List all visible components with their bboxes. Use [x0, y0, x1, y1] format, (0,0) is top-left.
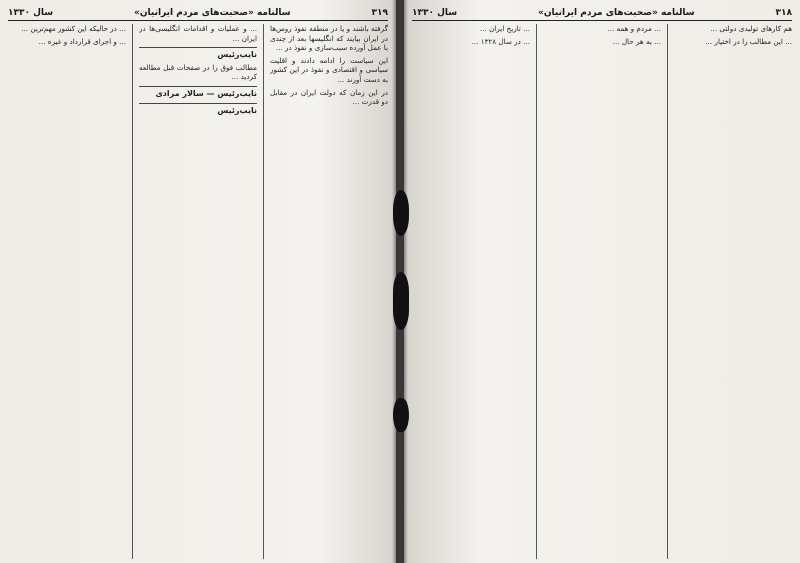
- column-rule: [536, 24, 537, 559]
- section-heading: نایب‌رئیس: [139, 47, 257, 60]
- paragraph: ... و عملیات و اقدامات انگلیسی‌ها در ایران ...: [139, 24, 257, 43]
- paragraph: ... این مطالب را در اختیار ...: [705, 36, 792, 46]
- right-page-title: سالنامه «صحبت‌های مردم ایرانیان»: [538, 8, 695, 18]
- left-col-3: [8, 24, 126, 559]
- column-rule: [667, 24, 668, 559]
- left-page-issue: سال ۱۳۳۰: [8, 8, 54, 18]
- paragraph: ... به هر حال ...: [612, 36, 661, 46]
- paragraph: ... مردم و همه ...: [607, 24, 661, 33]
- paragraph: ... تاریخ ایران ...: [479, 24, 530, 33]
- paragraph: گرفته باشند و یا در منطقه نفوذ روس‌ها در ایران بیایند که انگلیسها بعد از چندی با عمل آورده سبب‌سازی و نفوذ در ...: [270, 24, 388, 53]
- left-page-title: سالنامه «صحبت‌های مردم ایرانیان»: [134, 8, 291, 18]
- left-page-columns: [8, 24, 388, 559]
- column-rule: [263, 24, 264, 559]
- section-heading: نایب‌رئیس: [139, 103, 257, 116]
- paragraph: هم کارهای تولیدی دولتی ...: [710, 24, 792, 33]
- right-page-issue: سال ۱۳۳۰: [412, 8, 458, 18]
- paragraph: ... در حالیکه این کشور مهم‌ترین ...: [21, 24, 126, 33]
- right-col-3: [412, 24, 530, 559]
- right-col-1: [674, 24, 792, 559]
- right-page-header: [412, 6, 792, 21]
- left-page-header: [8, 6, 388, 21]
- left-col-2: [139, 24, 257, 559]
- paragraph: این سیاست را ادامه دادند و اقلیت سیاسی و اقتصادی و نفوذ در این کشور به دست آورند ...: [270, 55, 388, 84]
- paragraph: ... و اجرای قرارداد و غیره ...: [38, 36, 126, 46]
- right-col-2: [543, 24, 661, 559]
- right-page-number: ۳۱۸: [775, 8, 792, 18]
- left-col-1: [270, 24, 388, 559]
- left-page: [0, 0, 396, 563]
- paragraph: در این زمان که دولت ایران در مقابل دو قدرت ...: [270, 87, 388, 107]
- right-page: [404, 0, 800, 563]
- column-rule: [132, 24, 133, 559]
- paragraph: مطالب فوق را در صفحات قبل مطالعه کردید ...: [139, 62, 257, 82]
- paragraph: ... در سال ۱۳۲۸ ...: [471, 36, 530, 46]
- right-page-columns: [412, 24, 792, 559]
- left-page-number: ۳۱۹: [371, 8, 388, 18]
- section-heading: نایب‌رئیس — سالار مرادی: [139, 86, 257, 99]
